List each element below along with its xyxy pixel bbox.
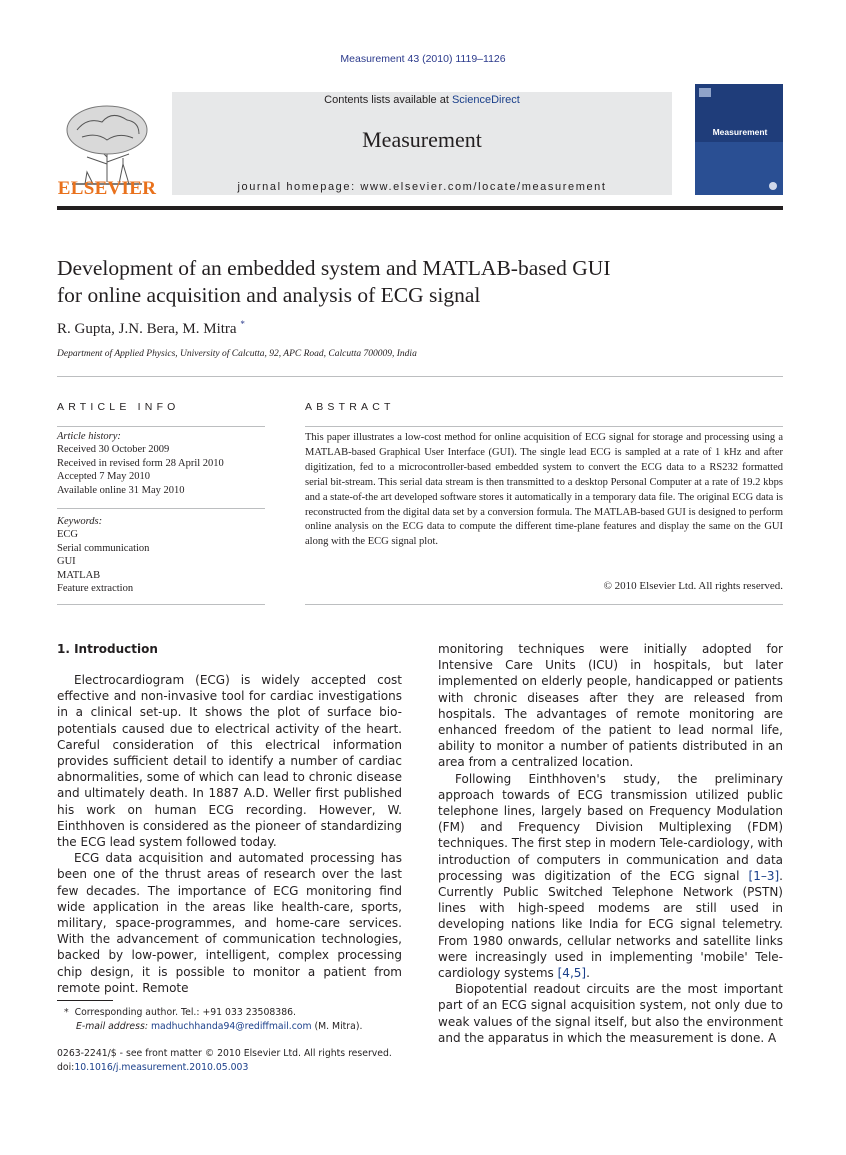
article-title-line-1: Development of an embedded system and MATLAB-based GUI xyxy=(57,256,611,280)
keywords-label: Keywords: xyxy=(57,516,103,527)
keywords-rule xyxy=(57,508,265,509)
introduction-heading: 1. Introduction xyxy=(57,642,158,656)
paragraph-text: . Currently Public Switched Telephone Network (PSTN) lines with high-speed modems are still used in developing nations like India for ECG signal telemetry. From 1980 onwards, cellular networks and satellite links were increasingly used in implementing 'mobile' Tele-cardiology systems xyxy=(438,868,783,981)
author-names: R. Gupta, J.N. Bera, M. Mitra xyxy=(57,321,237,337)
email-suffix: (M. Mitra). xyxy=(311,1020,363,1032)
doi-prefix: doi: xyxy=(57,1062,75,1073)
doi-link[interactable]: 10.1016/j.measurement.2010.05.003 xyxy=(74,1062,249,1073)
abstract-heading: ABSTRACT xyxy=(305,401,395,413)
history-received: Received 30 October 2009 xyxy=(57,444,170,456)
citation-link[interactable]: [1–3] xyxy=(748,868,780,883)
paragraph-text: Following Einthhoven's study, the preliminary approach towards of ECG transmission utilized public telephone lines, largely based on Frequency Modulation (FM) and Frequency Division Multiplexing (FDM) techniques. The first step in modern Tele-cardiology, with introduction of computers in communication and data processing was digitization of the ECG signal xyxy=(438,771,783,883)
cover-art-icon xyxy=(695,84,783,195)
cover-journal-title: Measurement xyxy=(712,127,768,137)
article-history xyxy=(57,430,267,497)
body-column-right xyxy=(438,641,783,1046)
intro-paragraph: Electrocardiogram (ECG) is widely accepted cost effective and non-invasive tool for cardiac investigations in a clinical set-up. It shows the plot of surface bio-potentials caused due to electrical activity of the heart. Careful consideration of this electrical information provides sufficient detail to identify a number of cardiac abnormalities, some of which can lead to chronic disease and ultimately death. In 1887 A.D. Weller first published his work on human ECG recording. However, W. Einthhoven is considered as the pioneer of standardizing the ECG lead system followed today. xyxy=(57,673,402,850)
email-link[interactable]: madhuchhanda94@rediffmail.com xyxy=(150,1020,312,1032)
elsevier-wordmark: ELSEVIER xyxy=(57,178,157,199)
issn-line: 0263-2241/$ - see front matter © 2010 Elsevier Ltd. All rights reserved. xyxy=(57,1048,392,1059)
journal-reference-link[interactable]: Measurement 43 (2010) 1119–1126 xyxy=(340,53,506,65)
history-revised: Received in revised form 28 April 2010 xyxy=(57,457,224,469)
footnote-text: Corresponding author. Tel.: +91 033 23508386. xyxy=(74,1007,297,1018)
corresponding-author-mark[interactable]: * xyxy=(240,319,245,329)
sciencedirect-link[interactable]: ScienceDirect xyxy=(451,94,520,106)
intro-paragraph xyxy=(438,771,783,982)
intro-paragraph: Biopotential readout circuits are the most important part of an ECG signal acquisition system, not only due to weak values of the signal itself, but also the environment and the apparatus in which the measurement is done. A xyxy=(438,982,783,1045)
author-affiliation: Department of Applied Physics, University of Calcutta, 92, APC Road, Calcutta 700009, India xyxy=(57,349,417,359)
keywords-block xyxy=(57,515,267,595)
keyword-item: GUI xyxy=(57,556,76,568)
article-info-heading: ARTICLE INFO xyxy=(57,401,180,413)
keyword-item: ECG xyxy=(57,529,78,541)
email-label: E-mail address: xyxy=(76,1020,148,1032)
article-history-label: Article history: xyxy=(57,431,121,442)
keyword-item: Feature extraction xyxy=(57,583,134,595)
article-title xyxy=(57,255,783,309)
corresponding-author-footnote xyxy=(64,1006,404,1033)
intro-paragraph: ECG data acquisition and automated processing has been one of the thrust areas of research over the last few decades. The importance of ECG monitoring find wide application in the areas like health-care, sports, military, space-programmes, and home-care services. With the advancement of communication technologies, backed by low-power, intelligent, complex processing chip design, it is possible to monitor a patient from remote point. Remote xyxy=(57,851,402,995)
journal-title: Measurement xyxy=(362,127,482,152)
title-divider xyxy=(57,376,783,377)
article-info-rule xyxy=(57,426,265,427)
abstract-text: This paper illustrates a low-cost method for online acquisition of ECG signal for storage and processing using a MATLAB-based Graphical User Interface (GUI). The single lead ECG is sampled at a rate of 1 kHz and after digitization, fed to a microcontroller-based embedded system to convert the ECG data to a RS232 formatted serial bit-stream. This serial data stream is then transmitted to a desktop Personal Computer at a rate of 19.2 kbps and a state-of-the art developed software stores it automatically in a temporary data file. The original ECG data is reconstructed from the digital data set by a conversion formula. The MATLAB-based GUI is designed to perform online analysis on the ECG data to compute the different time-plane features and display the same on the GUI along with the ECG signal plot. xyxy=(305,432,783,548)
footnote-mark: * xyxy=(64,1007,69,1018)
header-divider xyxy=(57,206,783,210)
footnote-divider xyxy=(57,1000,113,1001)
history-accepted: Accepted 7 May 2010 xyxy=(57,471,151,483)
article-title-line-2: for online acquisition and analysis of ECG signal xyxy=(57,283,481,307)
author-list xyxy=(57,319,245,338)
article-info-bottom-rule xyxy=(57,604,265,605)
paragraph-text: . xyxy=(586,966,590,981)
journal-cover-image xyxy=(695,84,783,195)
journal-homepage[interactable]: journal homepage: www.elsevier.com/locate/measurement xyxy=(237,181,607,193)
body-column-left xyxy=(57,672,402,996)
abstract-rule xyxy=(305,426,783,427)
doi-line xyxy=(57,1061,417,1075)
history-online: Available online 31 May 2010 xyxy=(57,484,185,496)
keyword-item: MATLAB xyxy=(57,569,101,581)
contents-prefix: Contents lists available at xyxy=(324,94,452,106)
contents-availability-line xyxy=(172,94,672,106)
citation-link[interactable]: [4,5] xyxy=(557,966,587,981)
abstract-copyright: © 2010 Elsevier Ltd. All rights reserved. xyxy=(603,580,783,592)
intro-paragraph: monitoring techniques were initially adopted for Intensive Care Units (ICU) in hospitals, but later implemented on elderly people, handicapped or patients with chronic diseases after they are released from hospitals. The advantages of remote monitoring are enhanced freedom of the patient to lead normal life, ability to monitor a number of patients distributed in an area from a centralized location. xyxy=(438,642,783,770)
keyword-item: Serial communication xyxy=(57,542,150,554)
abstract-bottom-rule xyxy=(305,604,783,605)
